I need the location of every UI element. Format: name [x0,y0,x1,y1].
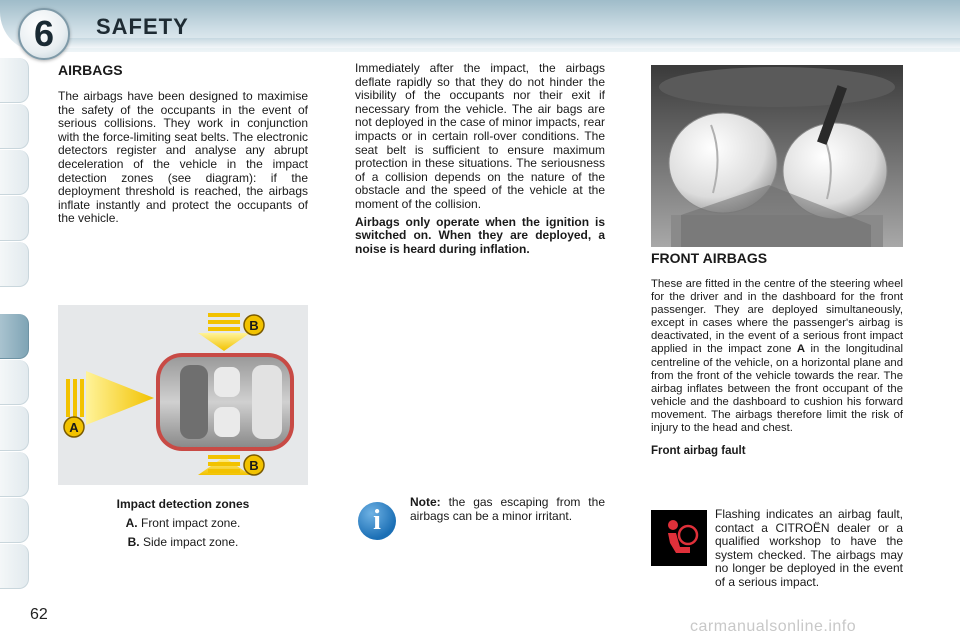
front-airbags-body-part1: These are fitted in the centre of the steering wheel for the driver and in the dashboard for the front passenger. They are deployed simultaneously, except in cases where the passenger's airbag is deactivated, in the event of a serious front impact applied in the impact zone [651,278,903,356]
front-airbags-section [651,250,903,457]
zone-a-label: A [69,420,79,435]
note-label: Note: [410,495,441,509]
caption-title: Impact detection zones [116,497,250,511]
caption-zone-a [58,514,308,533]
chapter-tab[interactable] [0,544,29,589]
ignition-warning: Airbags only operate when the ignition is switched on. When they are deployed, a noise is heard during inflation. [355,214,605,256]
after-impact-text: Immediately after the impact, the airbags deflate rapidly so that they do not hinder the visibility of the occupants nor their exit if necessary from the vehicle. The air bags are not deployed in the case of minor impacts, rear impacts or in certain roll-over conditions. The seat belt is sufficient to ensure maximum protection in these situations. The seriousness of a collision depends on the nature of the obstacle and the speed of the vehicle at the moment of the collision. [355,61,605,211]
fault-description [651,508,903,590]
front-airbags-body-part2: in the longitudinal centreline of the vehicle, on a horizontal plane and from the front of the vehicle towards the rear. The airbag inflates between the front occupant of the vehicle and the dashboard to cushion his forward movement. The airbags therefore limit the risk of injury to the head and chest. [651,343,904,435]
deployed-airbags-illustration [651,65,903,247]
front-airbags-illustration [651,65,903,247]
section-title: SAFETY [96,14,189,39]
impact-zones-diagram [58,305,308,485]
zone-b-bottom-label: B [249,458,259,473]
chapter-tab[interactable] [0,498,29,543]
chapter-tab[interactable] [0,58,29,103]
chapter-tab[interactable] [0,452,29,497]
fault-text: Flashing indicates an airbag fault, contact a CITROËN dealer or a qualified workshop to have the system checked. The airbags may no longer be deployed in the event of a serious impact. [715,507,903,589]
zone-b-letter: B. [127,535,140,549]
chapter-tab-active[interactable] [0,314,29,359]
chapter-tab[interactable] [0,196,29,241]
fault-heading: Front airbag fault [651,445,746,458]
header-band [60,38,960,48]
note-box [410,496,605,523]
impact-zones-caption [58,495,308,552]
chapter-tab[interactable] [0,406,29,451]
chapter-tab-rail [0,58,30,578]
chapter-tab[interactable] [0,242,29,287]
airbags-section [58,62,308,226]
airbags-heading: AIRBAGS [58,62,123,78]
airbags-intro: The airbags have been designed to maximise the safety of the occupants in the event of serious collisions. They work in conjunction with the force-limiting seat belts. The electronic detectors register and analyse any abrupt deceleration of the vehicle in the impact detection zones (see diagram): if the deployment threshold is reached, the airbags inflate instantly and protect the occupants of the vehicle. [58,89,308,226]
page-number: 62 [30,606,48,623]
caption-zone-b [58,533,308,552]
zone-a-text: Front impact zone. [140,516,241,530]
zone-b-text: Side impact zone. [142,535,239,549]
zone-a-letter: A. [125,516,138,530]
car-top-view-illustration [58,305,308,485]
chapter-tab[interactable] [0,104,29,149]
airbags-continued [355,62,605,256]
zone-a-reference: A [796,343,806,356]
chapter-tab[interactable] [0,150,29,195]
watermark: carmanualsonline.info [690,618,857,635]
front-airbags-body [651,278,903,435]
zone-b-top-label: B [249,318,259,333]
note-text: the gas escaping from the airbags can be a minor irritant. [410,495,605,523]
chapter-tab[interactable] [0,360,29,405]
chapter-badge: 6 [18,8,70,60]
front-airbags-heading: FRONT AIRBAGS [651,250,768,266]
info-icon: i [358,502,396,540]
